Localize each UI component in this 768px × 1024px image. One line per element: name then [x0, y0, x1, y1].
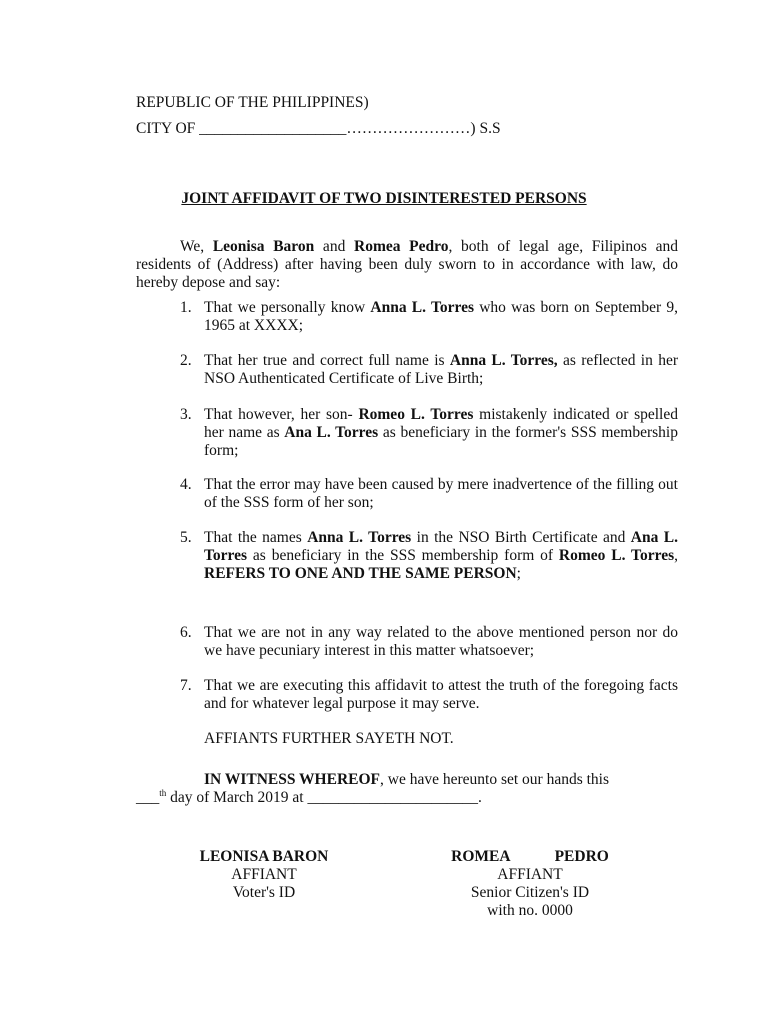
item-number: 4.: [180, 476, 192, 493]
intro-we: We,: [180, 238, 213, 255]
signatory-first-name: ROMEA: [451, 848, 511, 865]
further-sayeth: AFFIANTS FURTHER SAYETH NOT.: [204, 730, 454, 747]
signatory-role: AFFIANT: [497, 866, 563, 883]
republic-line: REPUBLIC OF THE PHILIPPINES): [136, 94, 369, 111]
item-bold: Romeo L. Torres: [358, 406, 474, 423]
item-number: 6.: [180, 624, 192, 641]
item-number: 2.: [180, 352, 192, 369]
signature-block-2: [420, 848, 640, 920]
item-text: That however, her son-: [204, 406, 359, 423]
witness-end: .: [477, 789, 482, 806]
list-item-1: [180, 299, 678, 335]
item-text: ,: [674, 547, 678, 564]
signatory-role: AFFIANT: [231, 866, 297, 883]
affiant-name-2: Romea Pedro: [354, 238, 449, 255]
list-item-5: [180, 529, 678, 583]
item-number: 3.: [180, 406, 192, 423]
list-item-2: [180, 352, 678, 388]
witness-day: day of March 2019 at: [166, 789, 308, 806]
list-item-6: [180, 624, 678, 660]
city-dots: ……………………: [346, 120, 471, 137]
day-blank: ___: [136, 789, 160, 806]
item-bold: Ana L. Torres: [204, 529, 678, 564]
place-blank: ______________________: [307, 789, 478, 806]
city-suffix: ) S.S: [470, 120, 501, 137]
item-text: mistakenly indicated or spelled her name as: [204, 406, 678, 441]
witness-paragraph: [136, 771, 678, 807]
city-line: [136, 120, 501, 138]
signatory-id: Voter's ID: [232, 884, 296, 901]
item-text: That the error may have been caused by mere inadvertence of the filling out of the SSS form of her son;: [204, 476, 678, 511]
item-text: as reflected in her NSO Authenticated Certificate of Live Birth;: [204, 352, 678, 387]
intro-and: and: [314, 238, 354, 255]
item-number: 7.: [180, 677, 192, 694]
th-superscript: th: [159, 787, 167, 798]
item-text: That we personally know: [204, 299, 371, 316]
item-text: ;: [516, 565, 521, 582]
list-item-7: [180, 677, 678, 713]
signatory-last-name: PEDRO: [554, 848, 609, 865]
item-bold: Romeo L. Torres: [558, 547, 675, 564]
item-bold: Anna L. Torres: [307, 529, 412, 546]
item-bold: Anna L. Torres: [370, 299, 475, 316]
item-text: who was born on September 9, 1965 at XXXX;: [204, 299, 678, 334]
city-blank: ___________________: [199, 120, 347, 137]
item-text: in the NSO Birth Certificate and: [411, 529, 631, 546]
affiant-name-1: Leonisa Baron: [212, 238, 315, 255]
intro-rest: , both of legal age, Filipinos and residents of (Address) after having been duly sworn to in accordance with law, do hereby depose and say:: [136, 238, 678, 291]
witness-rest: , we have hereunto set our hands this: [380, 771, 610, 788]
signatory-id-number: with no. 0000: [487, 902, 573, 919]
item-number: 5.: [180, 529, 192, 546]
witness-lead: IN WITNESS WHEREOF: [204, 771, 381, 788]
item-text: That we are executing this affidavit to attest the truth of the foregoing facts and for whatever legal purpose it may serve.: [204, 677, 678, 712]
signatory-id: Senior Citizen's ID: [470, 884, 590, 901]
document-title: JOINT AFFIDAVIT OF TWO DISINTERESTED PERSONS: [181, 190, 587, 207]
item-bold: Ana L. Torres: [284, 424, 379, 441]
item-number: 1.: [180, 299, 192, 316]
item-text: That we are not in any way related to the above mentioned person nor do we have pecuniary interest in this matter whatsoever;: [204, 624, 678, 659]
list-item-3: [180, 406, 678, 460]
item-bold: REFERS TO ONE AND THE SAME PERSON: [204, 565, 517, 582]
city-label: CITY OF: [136, 120, 200, 137]
item-text: as beneficiary in the former's SSS membership form;: [204, 424, 678, 459]
item-text: as beneficiary in the SSS membership form of: [247, 547, 559, 564]
list-item-4: [180, 476, 678, 512]
item-text: That her true and correct full name is: [204, 352, 450, 369]
intro-paragraph: [136, 238, 678, 292]
signature-block-1: [176, 848, 352, 902]
item-bold: Anna L. Torres,: [449, 352, 558, 369]
signatory-name: [420, 848, 640, 866]
signatory-name: LEONISA BARON: [199, 848, 329, 865]
item-text: That the names: [204, 529, 308, 546]
